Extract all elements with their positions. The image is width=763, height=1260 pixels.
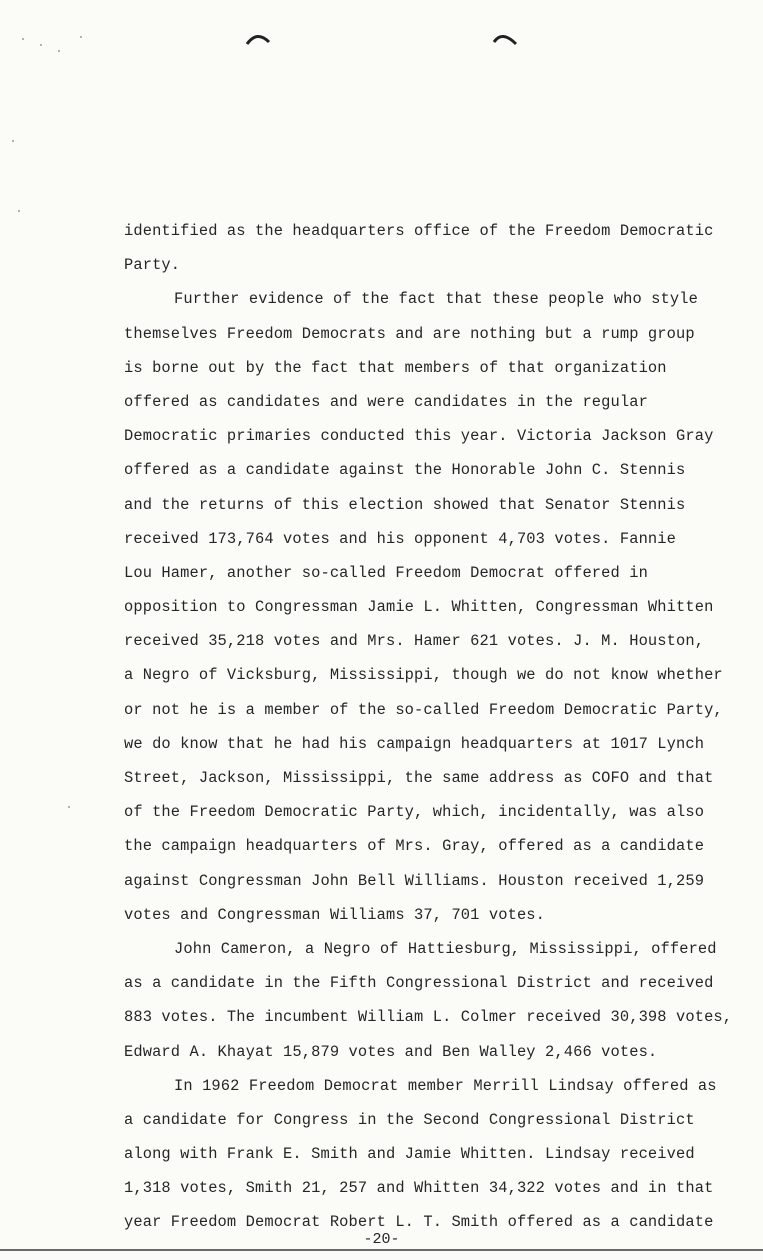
page-bottom-edge — [0, 1249, 763, 1251]
scan-speck — [68, 806, 70, 808]
text-line: opposition to Congressman Jamie L. Whitten, Congressman Whitten — [124, 598, 714, 617]
text-line: along with Frank E. Smith and Jamie Whitten. Lindsay received — [124, 1145, 695, 1164]
punch-mark-right — [492, 32, 518, 46]
scan-speck — [22, 38, 24, 40]
scan-speck — [58, 50, 60, 52]
text-line: of the Freedom Democratic Party, which, incidentally, was also — [124, 803, 705, 822]
text-line: Democratic primaries conducted this year. Victoria Jackson Gray — [124, 427, 714, 446]
text-line: 883 votes. The incumbent William L. Colmer received 30,398 votes, — [124, 1008, 733, 1027]
scan-speck — [40, 44, 42, 46]
text-line: Edward A. Khayat 15,879 votes and Ben Walley 2,466 votes. — [124, 1042, 658, 1061]
text-line: is borne out by the fact that members of that organization — [124, 358, 667, 377]
scan-speck — [80, 36, 82, 38]
text-line: Lou Hamer, another so-called Freedom Democrat offered in — [124, 563, 648, 582]
document-body — [124, 214, 733, 1240]
scan-speck — [12, 140, 14, 142]
text-line: Party. — [124, 256, 181, 275]
text-line: a candidate for Congress in the Second Congressional District — [124, 1110, 695, 1129]
punch-mark-left — [245, 32, 271, 46]
text-line: against Congressman John Bell Williams. Houston received 1,259 — [124, 871, 705, 890]
text-line: a Negro of Vicksburg, Mississippi, though we do not know whether — [124, 666, 723, 685]
text-line: received 35,218 votes and Mrs. Hamer 621 votes. J. M. Houston, — [124, 632, 705, 651]
text-line: themselves Freedom Democrats and are nothing but a rump group — [124, 324, 695, 343]
text-line: received 173,764 votes and his opponent 4,703 votes. Fannie — [124, 529, 676, 548]
text-line: In 1962 Freedom Democrat member Merrill Lindsay offered as — [174, 1076, 717, 1095]
text-line: votes and Congressman Williams 37, 701 votes. — [124, 905, 546, 924]
text-line: Street, Jackson, Mississippi, the same address as COFO and that — [124, 769, 714, 787]
page-number: -20- — [363, 1231, 400, 1248]
text-line: identified as the headquarters office of the Freedom Democratic — [124, 222, 714, 240]
text-line: or not he is a member of the so-called Freedom Democratic Party, — [124, 700, 723, 719]
text-line: the campaign headquarters of Mrs. Gray, offered as a candidate — [124, 837, 705, 856]
text-line: offered as a candidate against the Honorable John C. Stennis — [124, 461, 686, 480]
text-line: offered as candidates and were candidates in the regular — [124, 392, 648, 411]
text-line: and the returns of this election showed that Senator Stennis — [124, 495, 686, 514]
text-line: Further evidence of the fact that these people who style — [174, 290, 698, 309]
text-line: year Freedom Democrat Robert L. T. Smith offered as a candidate — [124, 1213, 714, 1232]
text-line: we do know that he had his campaign headquarters at 1017 Lynch — [124, 734, 705, 753]
scan-speck — [18, 210, 20, 212]
text-line: 1,318 votes, Smith 21, 257 and Whitten 34,322 votes and in that — [124, 1179, 714, 1198]
text-line: as a candidate in the Fifth Congressional District and received — [124, 974, 714, 993]
text-line: John Cameron, a Negro of Hattiesburg, Mississippi, offered — [174, 939, 717, 958]
